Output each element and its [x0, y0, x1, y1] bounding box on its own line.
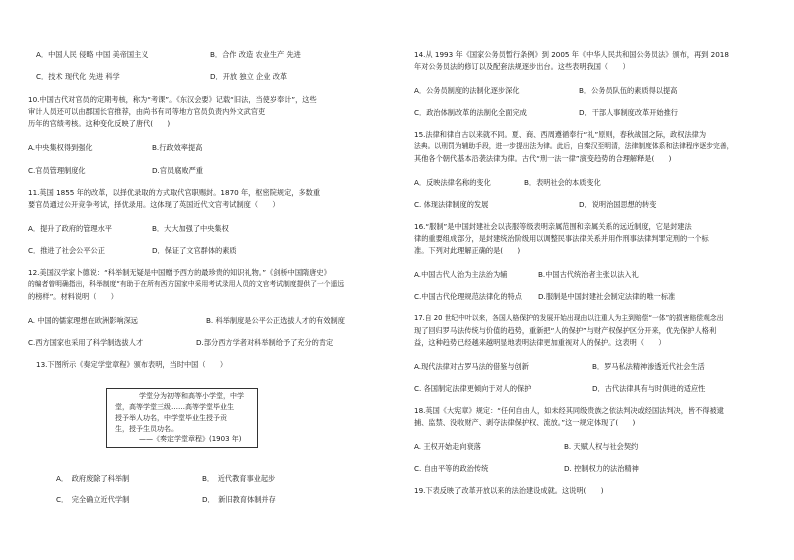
q17-option-c[interactable]: C. 各国制定法律更倾向于对人的保护 [414, 384, 532, 393]
q16-stem-line-2: 律的重要组成部分，是封建统治阶级用以调整民事法律关系并用作刑事法律判罪定刑的一个标 [414, 234, 709, 243]
q15-option-a[interactable]: A．反映法律名称的变化 [414, 178, 491, 187]
q14-stem-line-2: 年对公务员法的修订以及配套法规逐步出台。这些表明我国（ ） [414, 62, 630, 71]
q17-option-a[interactable]: A.现代法律对古罗马法的借鉴与创新 [414, 362, 529, 371]
q15-option-c[interactable]: C. 体现法律制度的发展 [414, 200, 489, 209]
q11-stem-line-2: 要官员通过公开竞争考试，择优录用。这体现了英国近代文官考试制度（ ） [28, 200, 280, 209]
q12-option-d[interactable]: D.部分西方学者对科举制给予了充分的肯定 [196, 338, 334, 347]
q18-stem-line-1: 18.英国《大宪章》规定：“任何自由人，如未经其同级贵族之依法判决或经国法判决，皆不得被逮 [414, 406, 724, 415]
q10-option-b[interactable]: B.行政效率提高 [152, 143, 203, 152]
q13-option-b[interactable]: B． 近代教育事业起步 [202, 474, 276, 483]
q14-option-a[interactable]: A．公务员制度的法制化逐步深化 [414, 86, 520, 95]
q15-option-b[interactable]: B．表明社会的本质变化 [524, 178, 601, 187]
q18-option-b[interactable]: B. 天赋人权与社会契约 [564, 442, 639, 451]
q12-option-c[interactable]: C.西方国家也采用了科学制选拔人才 [28, 338, 144, 347]
q12-option-b[interactable]: B. 科举制度是公平公正选拔人才的有效制度 [206, 316, 345, 325]
q9-option-a[interactable]: A．中国人民 侵略 中国 美帝国主义 [36, 50, 149, 59]
q13-option-d[interactable]: D． 新旧教育体制并存 [202, 495, 276, 504]
q13-box-line-4: 生，授予生员功名。 [115, 425, 178, 433]
q11-option-c[interactable]: C．推进了社会公平公正 [28, 246, 105, 255]
q11-option-d[interactable]: D．保证了文官群体的素质 [152, 246, 237, 255]
q13-box-line-2: 堂，高等学堂三级……高等学堂毕业生 [115, 403, 234, 411]
q17-stem-line-2: 现了回归罗马法传统与价值的趋势，重新把“人的保护”与财产权保护区分开来，优先保护人格利 [414, 326, 717, 335]
q10-option-c[interactable]: C.官员管理制度化 [28, 166, 86, 175]
q12-stem-line-3: 的榜样”。材料说明（ ） [28, 292, 118, 301]
q10-stem-line-2: 审计人员还可以由郡国长官推荐，由尚书有司等地方官员负责内外文武官吏 [28, 107, 266, 116]
q13-option-a[interactable]: A． 政府废除了科举制 [56, 474, 130, 483]
q10-stem-line-3: 历年的官绩考核。这种变化反映了唐代( ) [28, 119, 171, 128]
q13-box-citation: ——《奏定学堂章程》(1903 年) [139, 435, 242, 443]
q15-stem-line-2: 法典。以刑罚为辅助手段，进一步提出法为律。此后，自秦汉至明清，法律制度体系和法律程序逐步完善， [414, 142, 734, 150]
right-column [414, 0, 784, 560]
q9-option-c[interactable]: C．技术 现代化 先进 科学 [36, 72, 120, 81]
q16-option-d[interactable]: D.服制是中国封建社会制定法律的唯一标准 [538, 292, 676, 301]
q13-box-line-3: 授予举人功名，中学堂毕业生授予贡 [115, 414, 227, 422]
q15-stem-line-3: 其他各个朝代基本沿袭法律为律。古代“刑一法一律”演变趋势的合理解释是( ) [414, 154, 672, 163]
q13-option-c[interactable]: C． 完全确立近代学制 [56, 495, 130, 504]
q9-option-d[interactable]: D．开放 独立 企业 改革 [210, 72, 288, 81]
q13-stem: 13.下图所示《奏定学堂章程》颁布表明，当时中国（ ） [36, 360, 228, 369]
q14-option-c[interactable]: C．政治体制改革的法制化全面完成 [414, 108, 527, 117]
q10-option-a[interactable]: A.中央集权得到强化 [28, 143, 93, 152]
q10-stem-line-1: 10.中国古代对官员的定期考核，称为“考课”。《东汉会要》记载“旧法，当使岁奉计”，这些 [28, 95, 317, 104]
q13-source-box [106, 388, 258, 448]
q13-box-line-1: 学堂分为初等和高等小学堂，中学 [139, 392, 244, 400]
q17-option-d[interactable]: D．古代法律具有与时俱进的适应性 [592, 384, 706, 393]
q18-option-a[interactable]: A. 王权开始走向衰落 [414, 442, 481, 451]
q16-option-a[interactable]: A.中国古代人治为主法治为辅 [414, 270, 508, 279]
q14-option-b[interactable]: B．公务员队伍的素质得以提高 [579, 86, 678, 95]
q16-stem-line-3: 准。下列对此理解正确的是( ) [414, 246, 521, 255]
q17-option-b[interactable]: B．罗马私法精神渗透近代社会生活 [592, 362, 705, 371]
q17-stem-line-3: 益，这种趋势已经越来越明显地表明法律更加重视对人的保护。这表明（ ） [414, 338, 666, 347]
q18-option-d[interactable]: D. 控制权力的法治精神 [564, 464, 639, 473]
q14-stem-line-1: 14.从 1993 年《国家公务员暂行条例》到 2005 年《中华人民共和国公务员法》颁布，再到 2018 [414, 50, 729, 59]
q18-stem-line-2: 捕、监禁、没收财产、剥夺法律保护权、流放。”这一规定体现了( ) [414, 418, 636, 427]
q12-option-a[interactable]: A. 中国的儒家理想在欧洲影响深远 [28, 316, 138, 325]
q12-stem-line-2: 的编者曾明确指出，科举制度“有助于在所有西方国家中采用考试录用人员的文官考试制度提供了一个遥远 [28, 280, 345, 288]
left-column [28, 0, 398, 560]
q9-option-b[interactable]: B．合作 改造 农业生产 先进 [210, 50, 301, 59]
q15-option-d[interactable]: D．说明治国思想的转变 [579, 200, 657, 209]
q16-option-c[interactable]: C.中国古代伦理规范法律化的特点 [414, 292, 522, 301]
q16-stem-line-1: 16.“服制”是中国封建社会以丧服等级表明亲属范围和亲属关系的远近制度，它是封建法 [414, 222, 692, 231]
q18-option-c[interactable]: C. 自由平等的政治传统 [414, 464, 489, 473]
q16-option-b[interactable]: B.中国古代统治者主张以法入礼 [538, 270, 639, 279]
q10-option-d[interactable]: D.官员腐败严重 [152, 166, 203, 175]
q15-stem-line-1: 15.法律和律自古以来就不同。夏、商、西周遵循奉行“礼”原则，春秋战国之际，政权法律为 [414, 130, 707, 139]
q11-stem-line-1: 11.英国 1855 年的改革，以择优录取的方式取代官职赐封。1870 年，枢密院规定，多数重 [28, 188, 321, 197]
q17-stem-line-1: 17.自 20 世纪中叶以来，各国人格保护的发展开始出现由以注重人为主到赔偿“一体”的损害赔偿观念出 [414, 314, 724, 322]
q11-option-a[interactable]: A．提升了政府的管理水平 [28, 224, 112, 233]
q19-stem: 19.下表反映了改革开放以来的法治建设成就。这说明( ) [414, 486, 604, 495]
q11-option-b[interactable]: B．大大加强了中央集权 [152, 224, 229, 233]
q12-stem-line-1: 12.美国汉学家卜德说：“科举制无疑是中国赠予西方的最珍贵的知识礼物。”《剑桥中国隋唐史》 [28, 268, 331, 277]
q14-option-d[interactable]: D．干部人事制度改革开始推行 [579, 108, 678, 117]
